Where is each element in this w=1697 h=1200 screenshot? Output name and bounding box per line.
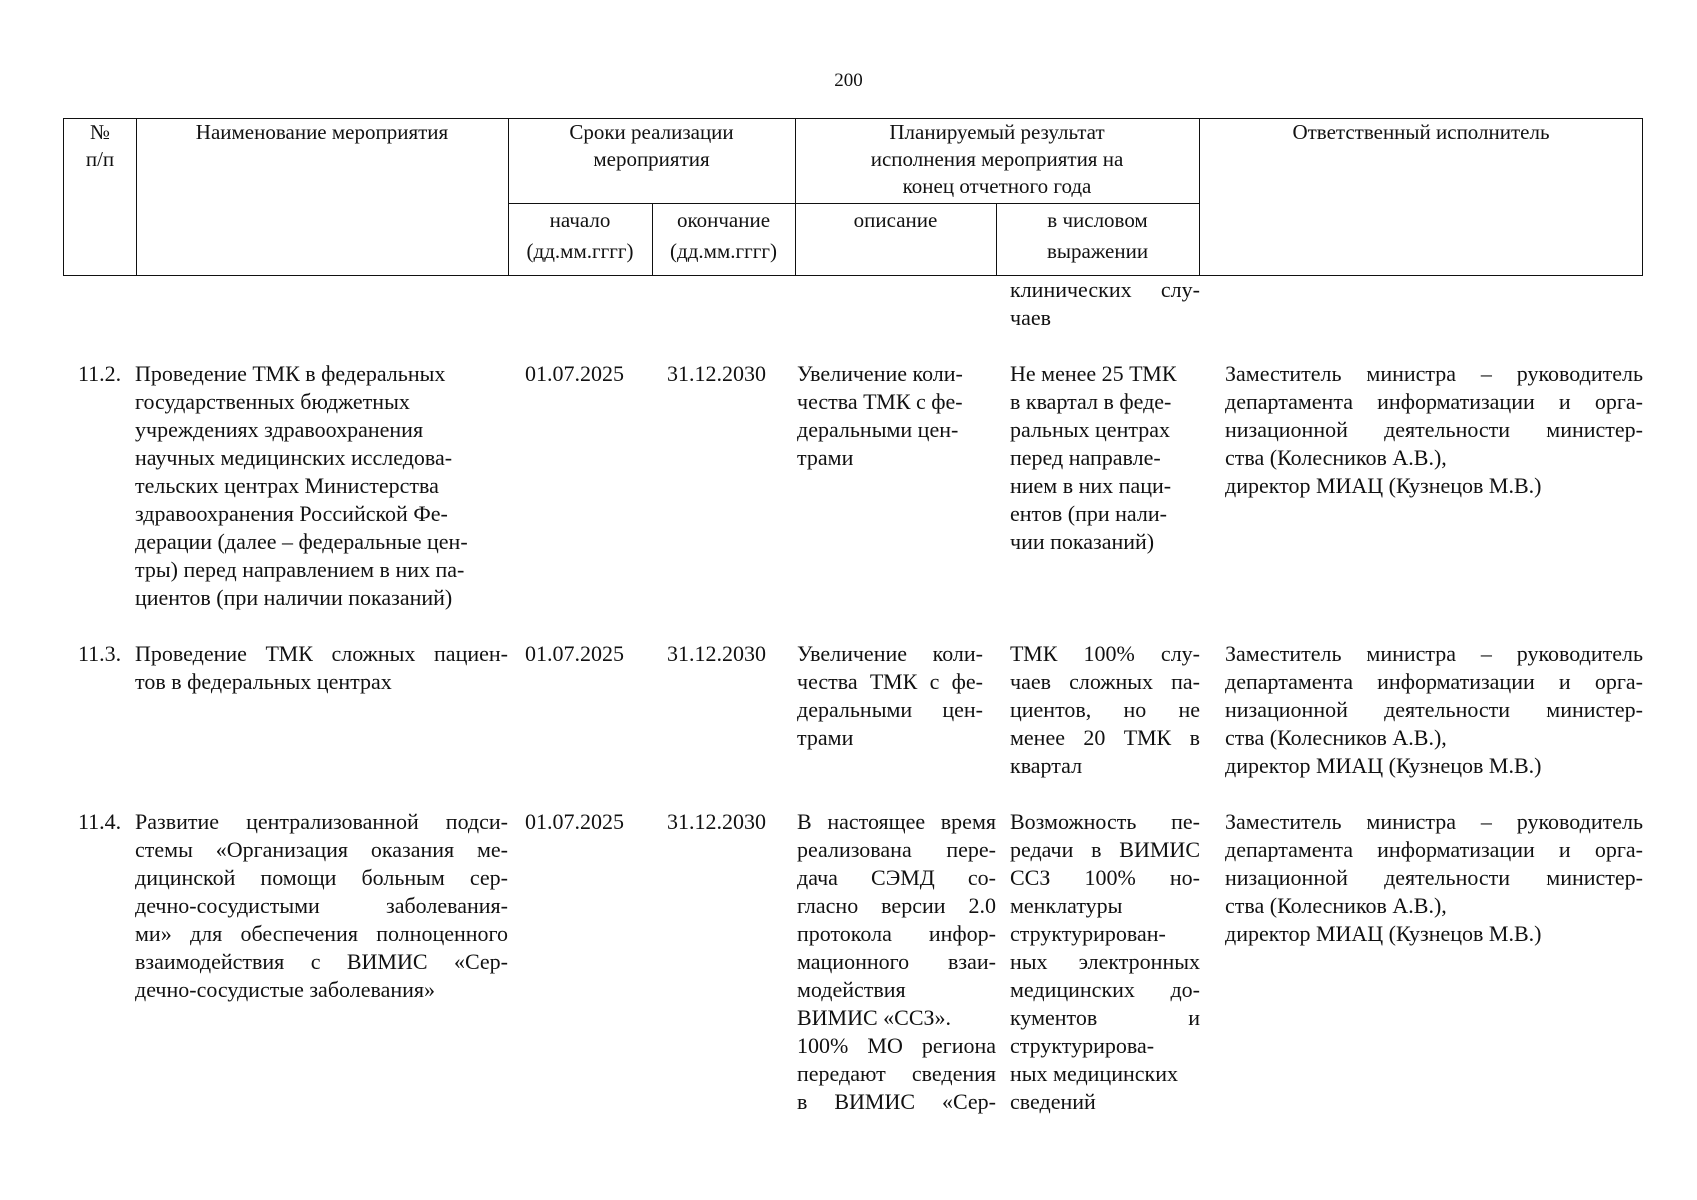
row-responsible: Заместитель министра – руководитель департамента информатизации и орга- низационной деятельности министер- ства (Колесников А.В.), директор МИАЦ (Кузнецов М.В.) <box>1225 809 1643 946</box>
row-start-date: 01.07.2025 <box>525 361 624 386</box>
header-num <box>64 119 136 173</box>
header-result: Планируемый результат исполнения мероприятия на конец отчетного года <box>870 120 1124 198</box>
row-end-date: 31.12.2030 <box>667 641 766 666</box>
header-description: описание <box>853 208 938 232</box>
header-end: окончание (дд.мм.гггг) <box>670 208 777 263</box>
row-numeric: ТМК 100% слу- чаев сложных па- циентов, но не менее 20 ТМК в квартал <box>1010 641 1200 778</box>
table-header <box>63 118 1643 276</box>
row-description: Увеличение коли- чества ТМК с фе- деральными цен- трами <box>797 361 963 470</box>
header-name: Наименование мероприятия <box>195 120 449 144</box>
row-num: 11.2. <box>78 361 122 386</box>
row-num: 11.3. <box>78 641 122 666</box>
row-responsible: Заместитель министра – руководитель департамента информатизации и орга- низационной деятельности министер- ства (Колесников А.В.), директор МИАЦ (Кузнецов М.В.) <box>1225 641 1643 778</box>
row-name: Проведение ТМК сложных пациен- тов в федеральных центрах <box>135 641 508 694</box>
row-numeric: Возможность пе- редачи в ВИМИС ССЗ 100% но- менклатуры структурирован- ных электронных медицинских до- кументов и структурирова- ных медицинских сведений <box>1010 809 1200 1114</box>
row-end-date: 31.12.2030 <box>667 361 766 386</box>
row-numeric: Не менее 25 ТМК в квартал в феде- ральных центрах перед направле- нием в них паци- ентов (при нали- чии показаний) <box>1010 361 1177 554</box>
row-description: В настоящее время реализована пере- дача СЭМД со- гласно версии 2.0 протокола инфор- мационного взаи- модействия ВИМИС «ССЗ». 100% МО региона передают сведения в ВИМИС «Сер- <box>797 809 996 1114</box>
row-name: Развитие централизованной подси- стемы «Организация оказания ме- дицинской помощи больным сер- дечно-сосудистыми заболевания- ми» для обеспечения полноценного взаимодействия с ВИМИС «Сер- дечно-сосудистые заболевания» <box>135 809 508 1002</box>
row-num: 11.4. <box>78 809 122 834</box>
header-dates: Сроки реализации мероприятия <box>569 120 734 171</box>
row-responsible: Заместитель министра – руководитель департамента информатизации и орга- низационной деятельности министер- ства (Колесников А.В.), директор МИАЦ (Кузнецов М.В.) <box>1225 361 1643 498</box>
row-start-date: 01.07.2025 <box>525 641 624 666</box>
header-num-line: № <box>89 120 111 144</box>
row-start-date: 01.07.2025 <box>525 809 624 834</box>
header-num-line: п/п <box>85 147 115 171</box>
row-name: Проведение ТМК в федеральных государственных бюджетных учреждениях здравоохранения научных медицинских исследова- тельских центрах Министерства здравоохранения Российской Фе- дерации (далее – федеральные цен- тры) перед направлением в них па- циентов (при наличии показаний) <box>135 361 468 610</box>
page-number: 200 <box>834 70 863 91</box>
header-start: начало (дд.мм.гггг) <box>526 208 634 263</box>
header-responsible: Ответственный исполнитель <box>1292 120 1550 144</box>
header-numeric: в числовом выражении <box>1046 208 1149 263</box>
row-end-date: 31.12.2030 <box>667 809 766 834</box>
row-description: Увеличение коли- чества ТМК с фе- деральными цен- трами <box>797 641 983 750</box>
continuation-text: клинических слу- чаев <box>1010 277 1200 330</box>
